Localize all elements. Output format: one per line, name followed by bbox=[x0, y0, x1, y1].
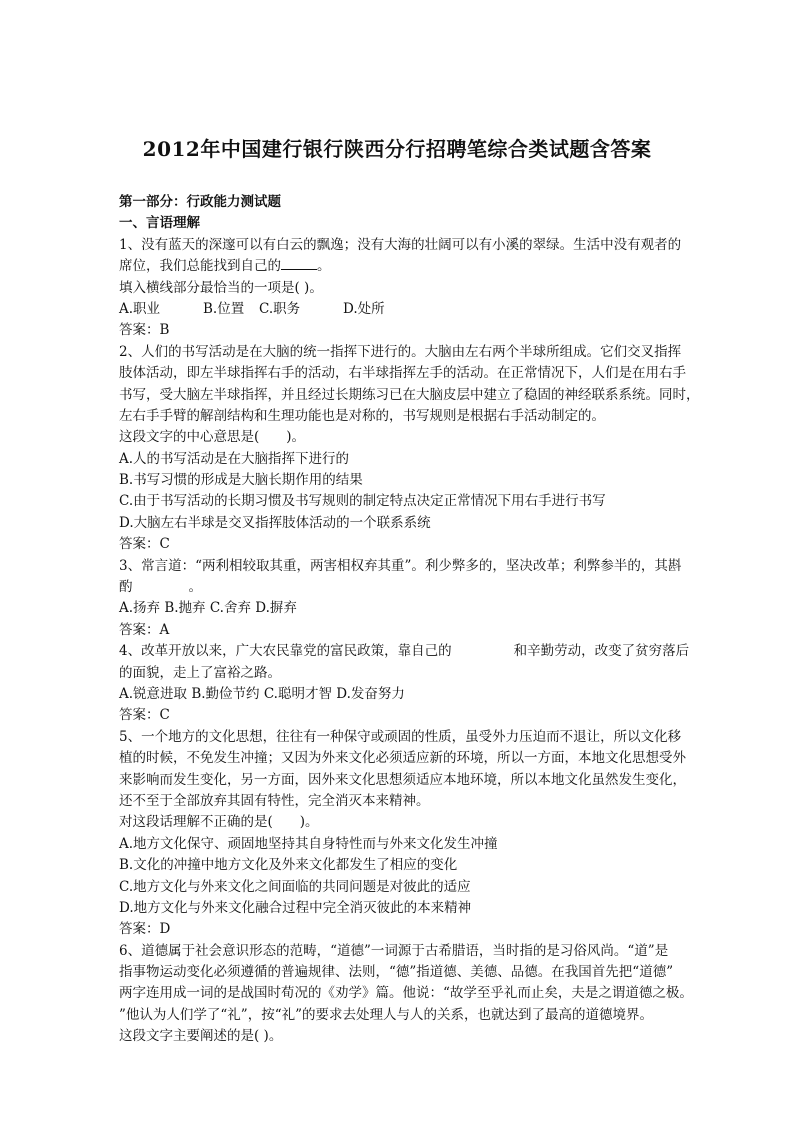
q2-line-3: 书写，受大脑左半球指挥，并且经过长期练习已在大脑皮层中建立了稳固的神经联系系统。同时， bbox=[119, 386, 700, 403]
question-4 bbox=[119, 641, 709, 727]
question-6 bbox=[119, 941, 709, 1048]
q4-options: A.锐意进取 B.勤俭节约 C.聪明才智 D.发奋努力 bbox=[119, 685, 405, 702]
q2-option-c: C.由于书写活动的长期习惯及书写规则的制定特点决定正常情况下用右手进行书写 bbox=[119, 493, 606, 510]
q2-option-d: D.大脑左右半球是交叉指挥肢体活动的一个联系系统 bbox=[119, 514, 431, 531]
q2-answer: 答案：C bbox=[119, 536, 170, 553]
q5-line-3: 来影响而发生变化，另一方面，因外来文化思想须适应本地环境，所以本地文化虽然发生变化， bbox=[119, 771, 686, 788]
q4-line-1 bbox=[119, 641, 709, 662]
q4-line-1-end: 和辛勤劳动，改变了贫穷落后 bbox=[513, 643, 690, 660]
q3-line-2-end: 。 bbox=[188, 579, 202, 596]
q3-line-2-text: 酌 bbox=[119, 579, 133, 596]
q5-option-d: D.地方文化与外来文化融合过程中完全消灭彼此的本来精神 bbox=[119, 899, 472, 916]
q6-line-3: 两字连用成一词的是战国时荀况的《劝学》篇。他说：“故学至乎礼而止矣，夫是之谓道德之极。 bbox=[119, 985, 693, 1002]
q2-line-2: 肢体活动，即左半球指挥右手的活动，右半球指挥左手的活动。在正常情况下，人们是在用右手 bbox=[119, 365, 686, 382]
q1-prompt: 填入横线部分最恰当的一项是( )。 bbox=[119, 279, 323, 296]
q1-stem-line-1: 1、没有蓝天的深邃可以有白云的飘逸；没有大海的壮阔可以有小溪的翠绿。生活中没有观者的 bbox=[119, 236, 682, 253]
q5-option-c: C.地方文化与外来文化之间面临的共同问题是对彼此的适应 bbox=[119, 878, 471, 895]
q3-options: A.扬弃 B.抛弃 C.舍弃 D.摒弃 bbox=[119, 600, 297, 617]
q1-options bbox=[119, 299, 709, 320]
question-1 bbox=[119, 235, 709, 342]
q6-prompt: 这段文字主要阐述的是( )。 bbox=[119, 1028, 283, 1045]
q2-prompt: 这段文字的中心意思是( )。 bbox=[119, 429, 306, 446]
q2-option-a: A.人的书写活动是在大脑指挥下进行的 bbox=[119, 450, 350, 467]
part-heading: 第一部分：行政能力测试题 bbox=[119, 194, 281, 210]
q6-line-1: 6、道德属于社会意识形态的范畴，“道德”一词源于古希腊语，当时指的是习俗风尚。“道”是 bbox=[119, 942, 669, 959]
q5-line-4: 还不至于全部放弃其固有特性，完全消灭本来精神。 bbox=[119, 792, 430, 809]
q4-line-1-text: 4、改革开放以来，广大农民靠党的富民政策，靠自己的 bbox=[119, 643, 452, 660]
q2-line-1: 2、人们的书写活动是在大脑的统一指挥下进行的。大脑由左右两个半球所组成。它们交叉指挥 bbox=[119, 343, 682, 360]
q1-answer: 答案：B bbox=[119, 322, 170, 339]
q1-option-b: B.位置 bbox=[203, 300, 245, 317]
q5-line-2: 植的时候，不免发生冲撞；又因为外来文化必须适应新的环境，所以一方面，本地文化思想受外 bbox=[119, 750, 686, 767]
q6-line-2: 指事物运动变化必须遵循的普遍规律、法则，“德”指道德、美德、品德。在我国首先把“道德” bbox=[119, 964, 674, 981]
q5-option-a: A.地方文化保守、顽固地坚持其自身特性而与外来文化发生冲撞 bbox=[119, 835, 498, 852]
section-heading: 一、言语理解 bbox=[119, 215, 200, 232]
q5-prompt: 对这段话理解不正确的是( )。 bbox=[119, 814, 319, 831]
q5-answer: 答案：D bbox=[119, 921, 171, 938]
q1-option-c: C.职务 bbox=[259, 300, 301, 317]
question-3 bbox=[119, 556, 709, 642]
q1-answer-blank bbox=[281, 256, 317, 270]
document-body bbox=[119, 192, 709, 1048]
q6-line-4: ”他认为人们学了“礼”，按“礼”的要求去处理人与人的关系，也就达到了最高的道德境界。 bbox=[119, 1006, 654, 1023]
q5-line-1: 5、一个地方的文化思想，往往有一种保守或顽固的性质，虽受外力压迫而不退让，所以文化移 bbox=[119, 728, 682, 745]
q1-option-d: D.处所 bbox=[343, 300, 385, 317]
q1-option-a: A.职业 bbox=[119, 300, 161, 317]
q1-stem-end: 。 bbox=[317, 258, 331, 275]
q2-line-4: 左右手手臂的解剖结构和生理功能也是对称的，书写规则是根据右手活动制定的。 bbox=[119, 407, 605, 424]
question-2 bbox=[119, 342, 709, 556]
q3-answer: 答案：A bbox=[119, 621, 170, 638]
q1-stem-text: 席位，我们总能找到自己的 bbox=[119, 258, 281, 275]
q5-option-b: B.文化的冲撞中地方文化及外来文化都发生了相应的变化 bbox=[119, 857, 458, 874]
q1-stem-line-2 bbox=[119, 256, 709, 277]
document-title: 2012年中国建行银行陕西分行招聘笔综合类试题含答案 bbox=[142, 137, 652, 161]
q3-line-2 bbox=[119, 577, 709, 598]
q4-line-2: 的面貌，走上了富裕之路。 bbox=[119, 664, 281, 681]
question-5 bbox=[119, 727, 709, 941]
q3-line-1: 3、常言道：“两利相较取其重，两害相权弃其重”。利少弊多的，坚决改革；利弊参半的，其斟 bbox=[119, 557, 682, 574]
q2-option-b: B.书写习惯的形成是大脑长期作用的结果 bbox=[119, 472, 363, 489]
q4-answer: 答案：C bbox=[119, 707, 170, 724]
